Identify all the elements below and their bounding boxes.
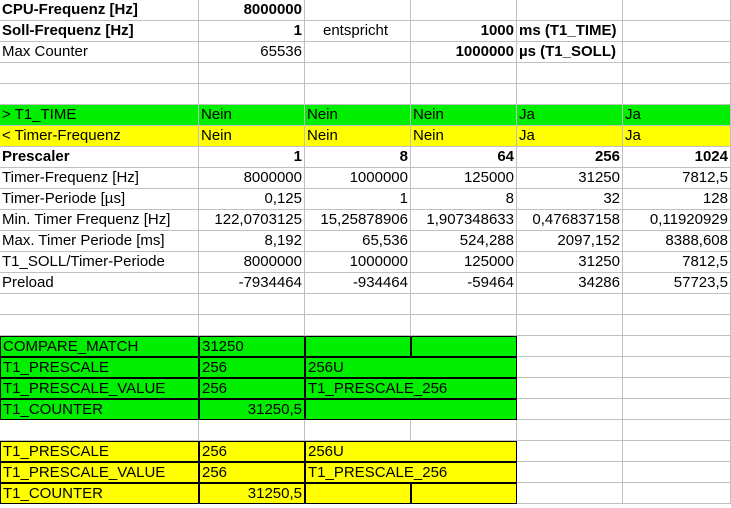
cell-r18-c5[interactable] <box>517 357 623 378</box>
cell-r14-c2[interactable]: -7934464 <box>199 273 305 294</box>
cell-r6-c5[interactable]: Ja <box>517 105 623 126</box>
cell-r9-c1[interactable]: Timer-Frequenz [Hz] <box>0 168 199 189</box>
cell-r23-c1[interactable]: T1_PRESCALE_VALUE <box>0 462 199 483</box>
cell-r3-c1[interactable]: Max Counter <box>0 42 199 63</box>
cell-r21-c2[interactable] <box>199 420 305 441</box>
cell-r12-c2[interactable]: 8,192 <box>199 231 305 252</box>
cell-r6-c1[interactable]: > T1_TIME <box>0 105 199 126</box>
cell-r10-c1[interactable]: Timer-Periode [µs] <box>0 189 199 210</box>
cell-r16-c6[interactable] <box>623 315 731 336</box>
cell-r2-c6[interactable] <box>623 21 731 42</box>
cell-r19-c1[interactable]: T1_PRESCALE_VALUE <box>0 378 199 399</box>
cell-r7-c1[interactable]: < Timer-Frequenz <box>0 126 199 147</box>
cell-r22-c3[interactable]: 256U <box>305 441 517 462</box>
cell-r8-c4[interactable]: 64 <box>411 147 517 168</box>
cell-r23-c6[interactable] <box>623 462 731 483</box>
cell-r21-c3[interactable] <box>305 420 411 441</box>
cell-r6-c3[interactable]: Nein <box>305 105 411 126</box>
cell-r15-c2[interactable] <box>199 294 305 315</box>
cell-r16-c5[interactable] <box>517 315 623 336</box>
cell-r22-c1[interactable]: T1_PRESCALE <box>0 441 199 462</box>
cell-r18-c1[interactable]: T1_PRESCALE <box>0 357 199 378</box>
cell-r6-c6[interactable]: Ja <box>623 105 731 126</box>
cell-r24-c5[interactable] <box>517 483 623 504</box>
cell-r18-c3[interactable]: 256U <box>305 357 517 378</box>
cell-r10-c5[interactable]: 32 <box>517 189 623 210</box>
cell-r16-c2[interactable] <box>199 315 305 336</box>
cell-r13-c4[interactable]: 125000 <box>411 252 517 273</box>
cell-r2-c3[interactable]: entspricht <box>305 21 411 42</box>
cell-r20-c3[interactable] <box>305 399 517 420</box>
cell-r4-c4[interactable] <box>411 63 517 84</box>
cell-r21-c5[interactable] <box>517 420 623 441</box>
cell-r5-c3[interactable] <box>305 84 411 105</box>
cell-r7-c6[interactable]: Ja <box>623 126 731 147</box>
cell-r5-c6[interactable] <box>623 84 731 105</box>
cell-r3-c5[interactable]: µs (T1_SOLL) <box>517 42 623 63</box>
cell-r4-c2[interactable] <box>199 63 305 84</box>
cell-r16-c3[interactable] <box>305 315 411 336</box>
cell-r13-c1[interactable]: T1_SOLL/Timer-Periode <box>0 252 199 273</box>
cell-r19-c3[interactable]: T1_PRESCALE_256 <box>305 378 517 399</box>
cell-r3-c6[interactable] <box>623 42 731 63</box>
cell-r22-c6[interactable] <box>623 441 731 462</box>
cell-r23-c3[interactable]: T1_PRESCALE_256 <box>305 462 517 483</box>
cell-r11-c3[interactable]: 15,25878906 <box>305 210 411 231</box>
cell-r15-c5[interactable] <box>517 294 623 315</box>
cell-r7-c2[interactable]: Nein <box>199 126 305 147</box>
cell-r21-c1[interactable] <box>0 420 199 441</box>
cell-r19-c5[interactable] <box>517 378 623 399</box>
cell-r1-c3[interactable] <box>305 0 411 21</box>
cell-r16-c4[interactable] <box>411 315 517 336</box>
cell-r9-c3[interactable]: 1000000 <box>305 168 411 189</box>
cell-r1-c2[interactable]: 8000000 <box>199 0 305 21</box>
cell-r21-c4[interactable] <box>411 420 517 441</box>
cell-r13-c6[interactable]: 7812,5 <box>623 252 731 273</box>
cell-r2-c1[interactable]: Soll-Frequenz [Hz] <box>0 21 199 42</box>
cell-r13-c2[interactable]: 8000000 <box>199 252 305 273</box>
cell-r24-c3[interactable] <box>305 483 411 504</box>
cell-r24-c2[interactable]: 31250,5 <box>199 483 305 504</box>
cell-r1-c1[interactable]: CPU-Frequenz [Hz] <box>0 0 199 21</box>
cell-r22-c5[interactable] <box>517 441 623 462</box>
cell-r16-c1[interactable] <box>0 315 199 336</box>
cell-r11-c4[interactable]: 1,907348633 <box>411 210 517 231</box>
cell-r1-c6[interactable] <box>623 0 731 21</box>
cell-r17-c1[interactable]: COMPARE_MATCH <box>0 336 199 357</box>
cell-r14-c4[interactable]: -59464 <box>411 273 517 294</box>
cell-r1-c5[interactable] <box>517 0 623 21</box>
cell-r12-c5[interactable]: 2097,152 <box>517 231 623 252</box>
cell-r3-c4[interactable]: 1000000 <box>411 42 517 63</box>
cell-r9-c5[interactable]: 31250 <box>517 168 623 189</box>
cell-r12-c3[interactable]: 65,536 <box>305 231 411 252</box>
cell-r15-c1[interactable] <box>0 294 199 315</box>
cell-r12-c4[interactable]: 524,288 <box>411 231 517 252</box>
cell-r11-c5[interactable]: 0,476837158 <box>517 210 623 231</box>
cell-r3-c3[interactable] <box>305 42 411 63</box>
cell-r8-c2[interactable]: 1 <box>199 147 305 168</box>
cell-r23-c5[interactable] <box>517 462 623 483</box>
cell-r5-c5[interactable] <box>517 84 623 105</box>
cell-r12-c1[interactable]: Max. Timer Periode [ms] <box>0 231 199 252</box>
cell-r19-c2[interactable]: 256 <box>199 378 305 399</box>
cell-r4-c5[interactable] <box>517 63 623 84</box>
cell-r9-c4[interactable]: 125000 <box>411 168 517 189</box>
cell-r11-c2[interactable]: 122,0703125 <box>199 210 305 231</box>
cell-r24-c4[interactable] <box>411 483 517 504</box>
cell-r14-c6[interactable]: 57723,5 <box>623 273 731 294</box>
cell-r7-c4[interactable]: Nein <box>411 126 517 147</box>
cell-r15-c6[interactable] <box>623 294 731 315</box>
cell-r19-c6[interactable] <box>623 378 731 399</box>
cell-r14-c5[interactable]: 34286 <box>517 273 623 294</box>
cell-r23-c2[interactable]: 256 <box>199 462 305 483</box>
cell-r6-c4[interactable]: Nein <box>411 105 517 126</box>
cell-r10-c2[interactable]: 0,125 <box>199 189 305 210</box>
cell-r13-c3[interactable]: 1000000 <box>305 252 411 273</box>
cell-r17-c2[interactable]: 31250 <box>199 336 305 357</box>
cell-r12-c6[interactable]: 8388,608 <box>623 231 731 252</box>
cell-r4-c3[interactable] <box>305 63 411 84</box>
cell-r5-c2[interactable] <box>199 84 305 105</box>
cell-r8-c6[interactable]: 1024 <box>623 147 731 168</box>
cell-r14-c1[interactable]: Preload <box>0 273 199 294</box>
cell-r22-c2[interactable]: 256 <box>199 441 305 462</box>
cell-r21-c6[interactable] <box>623 420 731 441</box>
cell-r8-c3[interactable]: 8 <box>305 147 411 168</box>
cell-r2-c2[interactable]: 1 <box>199 21 305 42</box>
cell-r10-c4[interactable]: 8 <box>411 189 517 210</box>
cell-r9-c2[interactable]: 8000000 <box>199 168 305 189</box>
cell-r13-c5[interactable]: 31250 <box>517 252 623 273</box>
cell-r8-c1[interactable]: Prescaler <box>0 147 199 168</box>
cell-r15-c4[interactable] <box>411 294 517 315</box>
cell-r17-c3[interactable] <box>305 336 411 357</box>
cell-r24-c6[interactable] <box>623 483 731 504</box>
cell-r24-c1[interactable]: T1_COUNTER <box>0 483 199 504</box>
cell-r18-c6[interactable] <box>623 357 731 378</box>
cell-r18-c2[interactable]: 256 <box>199 357 305 378</box>
cell-r3-c2[interactable]: 65536 <box>199 42 305 63</box>
cell-r10-c3[interactable]: 1 <box>305 189 411 210</box>
cell-r7-c5[interactable]: Ja <box>517 126 623 147</box>
cell-r17-c5[interactable] <box>517 336 623 357</box>
cell-r6-c2[interactable]: Nein <box>199 105 305 126</box>
cell-r20-c5[interactable] <box>517 399 623 420</box>
cell-r10-c6[interactable]: 128 <box>623 189 731 210</box>
cell-r4-c6[interactable] <box>623 63 731 84</box>
cell-r9-c6[interactable]: 7812,5 <box>623 168 731 189</box>
cell-r8-c5[interactable]: 256 <box>517 147 623 168</box>
cell-r15-c3[interactable] <box>305 294 411 315</box>
cell-r20-c6[interactable] <box>623 399 731 420</box>
cell-r20-c1[interactable]: T1_COUNTER <box>0 399 199 420</box>
cell-r5-c4[interactable] <box>411 84 517 105</box>
cell-r1-c4[interactable] <box>411 0 517 21</box>
cell-r17-c4[interactable] <box>411 336 517 357</box>
cell-r14-c3[interactable]: -934464 <box>305 273 411 294</box>
cell-r5-c1[interactable] <box>0 84 199 105</box>
cell-r4-c1[interactable] <box>0 63 199 84</box>
cell-r11-c6[interactable]: 0,11920929 <box>623 210 731 231</box>
cell-r20-c2[interactable]: 31250,5 <box>199 399 305 420</box>
cell-r11-c1[interactable]: Min. Timer Frequenz [Hz] <box>0 210 199 231</box>
cell-r2-c4[interactable]: 1000 <box>411 21 517 42</box>
cell-r7-c3[interactable]: Nein <box>305 126 411 147</box>
cell-r2-c5[interactable]: ms (T1_TIME) <box>517 21 623 42</box>
cell-r17-c6[interactable] <box>623 336 731 357</box>
